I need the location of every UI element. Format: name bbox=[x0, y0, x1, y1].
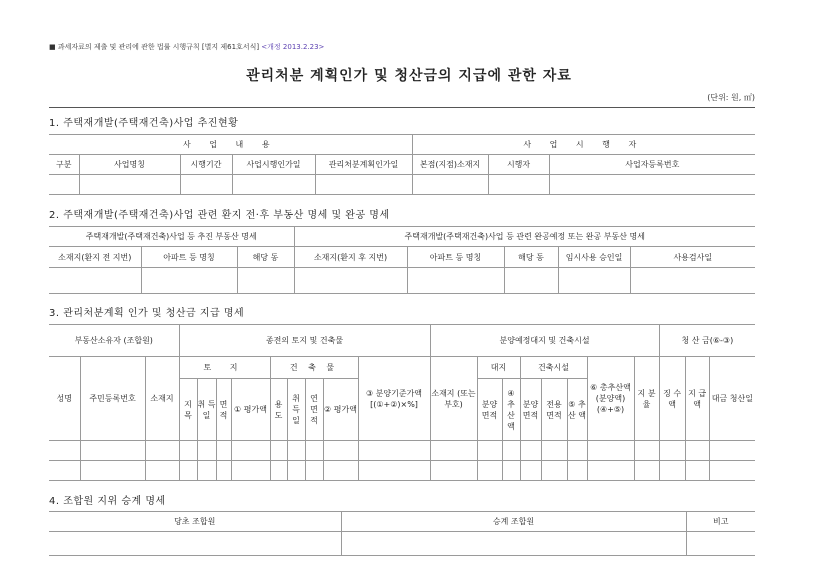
cell-input[interactable] bbox=[315, 175, 412, 195]
col-land-acq-date: 취 득 일 bbox=[197, 379, 216, 441]
section4-table bbox=[49, 511, 755, 556]
table-row bbox=[49, 175, 755, 195]
cell-input[interactable] bbox=[237, 268, 294, 294]
cell-input[interactable] bbox=[549, 175, 755, 195]
unit-note: (단위: 원, ㎡) bbox=[707, 93, 755, 102]
header-settlement: 청 산 금(⑥-③) bbox=[659, 325, 755, 357]
cell-input[interactable] bbox=[558, 268, 630, 294]
cell-input[interactable] bbox=[232, 175, 315, 195]
col-approval-date: 사업시행인가일 bbox=[232, 155, 315, 175]
section3-table bbox=[49, 324, 755, 481]
col-facility-exclusive: 전용 면적 bbox=[541, 379, 567, 441]
col-operator: 시행자 bbox=[488, 155, 549, 175]
cell-input[interactable] bbox=[488, 175, 549, 195]
header-planned-assets: 분양예정대지 및 건축시설 bbox=[430, 325, 659, 357]
table-row bbox=[49, 532, 755, 556]
header-prior-assets: 종전의 토지 및 건축물 bbox=[179, 325, 430, 357]
col-business-name: 사업명칭 bbox=[79, 155, 180, 175]
section2-title: 2. 주택재개발(주택재건축)사업 관련 환지 전·후 부동산 명세 및 완공 명세 bbox=[49, 210, 390, 221]
cell-input[interactable] bbox=[49, 532, 341, 556]
header-building: 건 축 물 bbox=[270, 357, 358, 379]
col-bldg-use: 용 도 bbox=[270, 379, 287, 441]
col-temp-use-date: 임시사용 승인일 bbox=[558, 247, 630, 268]
col-building-before: 해당 동 bbox=[237, 247, 294, 268]
title-divider bbox=[49, 107, 755, 108]
cell-input[interactable] bbox=[341, 532, 686, 556]
section3-title: 3. 관리처분계획 인가 및 청산금 지급 명세 bbox=[49, 308, 245, 319]
col-land-category: 지 목 bbox=[179, 379, 197, 441]
table-row bbox=[49, 461, 755, 481]
cell-input[interactable] bbox=[294, 268, 407, 294]
section2-table bbox=[49, 226, 755, 294]
col-address-after: 소재지(환지 후 지번) bbox=[294, 247, 407, 268]
col-address: 소재지 bbox=[145, 357, 179, 441]
cell-input[interactable] bbox=[49, 175, 79, 195]
header-land: 토 지 bbox=[179, 357, 270, 379]
col-land-value: ① 평가액 bbox=[231, 379, 270, 441]
col-facility-area: 분양 면적 bbox=[520, 379, 541, 441]
col-share-ratio: 지 분 율 bbox=[634, 357, 659, 441]
cell-input[interactable] bbox=[49, 268, 141, 294]
col-rrn: 주민등록번호 bbox=[80, 357, 145, 441]
col-remarks: 비고 bbox=[686, 512, 755, 532]
cell-input[interactable] bbox=[412, 175, 488, 195]
col-address-after: 소재지 (또는 부호) bbox=[430, 357, 477, 441]
section1-table bbox=[49, 134, 755, 195]
cell-input[interactable] bbox=[504, 268, 558, 294]
header-completed-property: 주택재개발(주택재건축)사업 등 관련 완공예정 또는 완공 부동산 명세 bbox=[294, 227, 755, 247]
cell-input[interactable] bbox=[630, 268, 755, 294]
col-total-estimate: ⑥ 총추산액 (분양액) (④+⑤) bbox=[587, 357, 634, 441]
col-successor-member: 승계 조합원 bbox=[341, 512, 686, 532]
header-operator: 사 업 시 행 자 bbox=[412, 135, 755, 155]
col-address-before: 소재지(환지 전 지번) bbox=[49, 247, 141, 268]
col-apt-name-after: 아파트 등 명칭 bbox=[407, 247, 504, 268]
col-business-reg-no: 사업자등록번호 bbox=[549, 155, 755, 175]
cell-input[interactable] bbox=[79, 175, 180, 195]
col-disposal-date: 관리처분계획인가일 bbox=[315, 155, 412, 175]
col-facility-estimate: ⑤ 추 산 액 bbox=[567, 379, 587, 441]
header-business-content: 사 업 내 용 bbox=[49, 135, 412, 155]
section4-title: 4. 조합원 지위 승계 명세 bbox=[49, 496, 166, 507]
section1-title: 1. 주택재개발(주택재건축)사업 추진현황 bbox=[49, 118, 239, 129]
col-pay-amount: 지 급 액 bbox=[685, 357, 709, 441]
col-hq-address: 본점(지점)소재지 bbox=[412, 155, 488, 175]
col-period: 시행기간 bbox=[180, 155, 232, 175]
cell-input[interactable] bbox=[180, 175, 232, 195]
cell-input[interactable] bbox=[407, 268, 504, 294]
col-bldg-value: ② 평가액 bbox=[323, 379, 358, 441]
cell-input[interactable] bbox=[141, 268, 237, 294]
page-title: 관리처분 계획인가 및 청산금의 지급에 관한 자료 bbox=[246, 68, 572, 84]
col-bldg-floor-area: 연 면 적 bbox=[305, 379, 323, 441]
form-legal-note: ■ 과세자료의 제출 및 관리에 관한 법률 시행규칙 [별지 제61호서식] <개정 2013.2.23> bbox=[49, 43, 325, 51]
col-apt-name-before: 아파트 등 명칭 bbox=[141, 247, 237, 268]
col-bldg-acq-date: 취 득 일 bbox=[287, 379, 305, 441]
col-land-area: 면 적 bbox=[216, 379, 231, 441]
table-row bbox=[49, 441, 755, 461]
col-base-price: ③ 분양기준가액 [(①+②)×%] bbox=[358, 357, 430, 441]
cell-input[interactable] bbox=[686, 532, 755, 556]
revision-note: <개정 2013.2.23> bbox=[261, 43, 325, 51]
col-original-member: 당초 조합원 bbox=[49, 512, 341, 532]
col-category: 구분 bbox=[49, 155, 79, 175]
col-lot-estimate: ④ 추 산 액 bbox=[502, 379, 520, 441]
header-owner: 부동산소유자 (조합원) bbox=[49, 325, 179, 357]
col-lot-area: 분양 면적 bbox=[477, 379, 502, 441]
col-inspection-date: 사용검사일 bbox=[630, 247, 755, 268]
col-collect-amount: 징 수 액 bbox=[659, 357, 685, 441]
table-row bbox=[49, 268, 755, 294]
header-facility: 건축시설 bbox=[520, 357, 587, 379]
col-settlement-date: 대금 청산일 bbox=[709, 357, 755, 441]
col-building-after: 해당 동 bbox=[504, 247, 558, 268]
header-prior-property: 주택재개발(주택재건축)사업 등 추진 부동산 명세 bbox=[49, 227, 294, 247]
col-name: 성명 bbox=[49, 357, 80, 441]
header-lot: 대지 bbox=[477, 357, 520, 379]
